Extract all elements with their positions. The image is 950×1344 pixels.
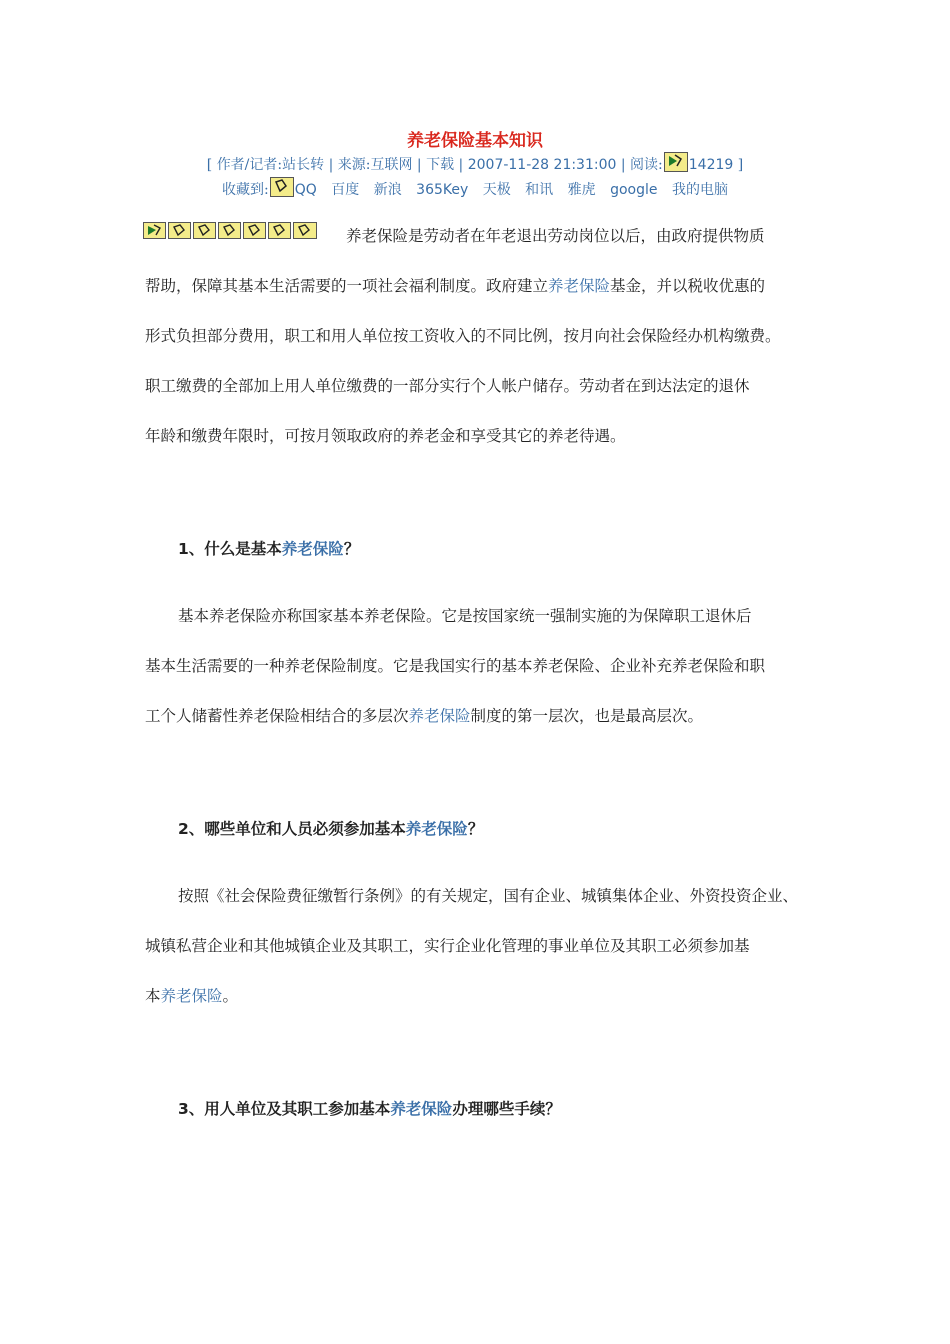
pension-link[interactable]: 养老保险 [281, 540, 344, 558]
favorites-bar [0, 177, 950, 199]
answer-2-line-2: 城镇私营企业和其他城镇企业及其职工，实行企业化管理的事业单位及其职工必须参加基 [145, 937, 750, 955]
share-icon-3[interactable] [193, 222, 216, 239]
reads-icon [664, 152, 688, 172]
question-1-heading: 1、什么是基本养老保险？ [178, 540, 360, 558]
author: 作者/记者:站长转 [216, 157, 325, 173]
favorite-link-hexun[interactable]: 和讯 [525, 182, 554, 198]
publish-date: 2007-11-28 21:31:00 [467, 157, 617, 173]
intro-line-1: 养老保险是劳动者在年老退出劳动岗位以后，由政府提供物质 [346, 227, 765, 245]
reads-count: 14219 [688, 157, 734, 173]
page-title: 养老保险基本知识 [407, 131, 543, 151]
intro-line-5: 年龄和缴费年限时，可按月领取政府的养老金和享受其它的养老待遇。 [145, 427, 626, 445]
pension-link[interactable]: 养老保险 [408, 707, 471, 725]
share-icons-row [143, 222, 319, 241]
favorite-link-baidu[interactable]: 百度 [331, 182, 360, 198]
answer-1-line-2: 基本生活需要的一种养老保险制度。它是我国实行的基本养老保险、企业补充养老保险和职 [145, 657, 766, 675]
intro-line-2: 帮助，保障其基本生活需要的一项社会福利制度。政府建立养老保险基金，并以税收优惠的 [145, 277, 766, 295]
intro-line-3: 形式负担部分费用，职工和用人单位按工资收入的不同比例，按月向社会保险经办机构缴费。 [145, 327, 781, 345]
share-icon-4[interactable] [218, 222, 241, 239]
answer-1-line-3: 工个人储蓄性养老保险相结合的多层次养老保险制度的第一层次，也是最高层次。 [145, 707, 704, 725]
favorite-link-tianji[interactable]: 天极 [482, 182, 511, 198]
reads-label: 阅读: [630, 157, 663, 173]
favorite-link-365key[interactable]: 365Key [416, 182, 469, 198]
pension-link[interactable]: 养老保险 [405, 820, 468, 838]
favorite-link-my-computer[interactable]: 我的电脑 [671, 182, 728, 198]
share-icon-5[interactable] [243, 222, 266, 239]
intro-line-4: 职工缴费的全部加上用人单位缴费的一部分实行个人帐户储存。劳动者在到达法定的退休 [145, 377, 750, 395]
share-icon-1[interactable] [143, 222, 166, 239]
share-icon-6[interactable] [268, 222, 291, 239]
source: 来源:互联网 [337, 157, 413, 173]
favorite-link-yahoo[interactable]: 雅虎 [567, 182, 596, 198]
question-3-heading: 3、用人单位及其职工参加基本养老保险办理哪些手续？ [178, 1100, 561, 1118]
share-icon-7[interactable] [293, 222, 317, 239]
bookmark-icon[interactable] [270, 177, 294, 197]
answer-1-line-1: 基本养老保险亦称国家基本养老保险。它是按国家统一强制实施的为保障职工退休后 [178, 607, 752, 625]
pension-link[interactable]: 养老保险 [390, 1100, 453, 1118]
question-2-heading: 2、哪些单位和人员必须参加基本养老保险？ [178, 820, 484, 838]
share-icon-2[interactable] [168, 222, 191, 239]
article-meta: [ 作者/记者:站长转 | 来源:互联网 | 下载 | 2007-11-28 21:31:00 | 阅读: 14219 ] [0, 152, 950, 174]
favorite-link-sina[interactable]: 新浪 [373, 182, 402, 198]
pension-link[interactable]: 养老保险 [548, 277, 611, 295]
favorite-link-qq[interactable]: QQ [294, 182, 317, 198]
answer-2-line-3: 本养老保险。 [145, 987, 239, 1005]
favorite-link-google[interactable]: google [610, 182, 658, 198]
answer-2-line-1: 按照《社会保险费征缴暂行条例》的有关规定，国有企业、城镇集体企业、外资投资企业、 [178, 887, 799, 905]
download-link[interactable]: 下载 [426, 157, 455, 173]
pension-link[interactable]: 养老保险 [160, 987, 223, 1005]
favorites-label: 收藏到: [222, 182, 269, 198]
